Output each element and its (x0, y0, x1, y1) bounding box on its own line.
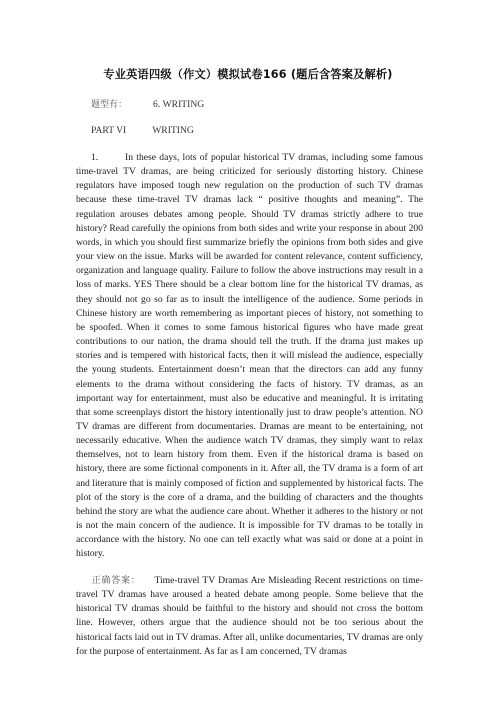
answer-label: 正确答案： (91, 576, 141, 586)
question-type-label: 题型有： (91, 100, 128, 110)
question-type-line (91, 97, 204, 110)
answer-text: Time-travel TV Dramas Are Misleading Recent restrictions on time-travel TV dramas have aroused a heated debate among people. Some believe that the historical TV dramas should be faithful to the history and should not cross the bottom line. However, others argue that the audience should not be too serious about the historical facts laid out in TV dramas. After all, unlike documentaries, TV dramas are only for the purpose of entertainment. As far as I am concerned, TV dramas (76, 575, 423, 657)
document-title: 专业英语四级（作文）模拟试卷166 (题后含答案及解析) (103, 68, 393, 81)
part-label: PART VI (91, 125, 127, 136)
question-type-value: 6. WRITING (153, 99, 205, 110)
part-heading (91, 125, 194, 136)
answer-block (76, 574, 423, 659)
question-number: 1. (91, 152, 99, 163)
question-block (76, 151, 423, 562)
part-value: WRITING (152, 125, 194, 136)
question-text: In these days, lots of popular historical TV dramas, including some famous time-travel TV dramas, are being criticized for seriously distorting history. Chinese regulators have imposed tough new regulation on the production of such TV dramas because these time-travel TV dramas lack “ positive thoughts and meaning”. The regulation arouses debates among people. Should TV dramas strictly adhere to true history? Read carefully the opinions from both sides and write your response in about 200 words, in which you should first summarize briefly the opinions from both sides and give your view on the issue. Marks will be awarded for content relevance, content sufficiency, organization and language quality. Failure to follow the above instructions may result in a loss of marks. YES There should be a clear bottom line for the historical TV dramas, as they should not go so far as to insult the intelligence of the audience. Some periods in Chinese history are worth remembering as important pieces of history, not something to be spoofed. When it comes to some famous historical figures who have made great contributions to our nation, the drama should tell the truth. If the drama just makes up stories and is tempered with historical facts, then it will mislead the audience, especially the young students. Entertainment doesn’t mean that the directors can add any funny elements to the drama without considering the facts of history. TV dramas, as an important way for entertainment, must also be educative and meaningful. It is irritating that some screenplays distort the history intentionally just to draw people’s attention. NO TV dramas are different from documentaries. Dramas are meant to be entertaining, not necessarily educative. When the audience watch TV dramas, they simply want to relax themselves, not to learn history from them. Even if the historical drama is based on history, there are some fictional components in it. After all, the TV drama is a form of art and literature that is mainly composed of fiction and supplemented by historical facts. The plot of the story is the core of a drama, and the building of characters and the thoughts behind the story are what the audience care about. Whether it adheres to the history or not is not the main concern of the audience. It is impossible for TV dramas to be totally in accordance with the history. No one can tell exactly what was said or done at a point in history. (76, 152, 423, 560)
